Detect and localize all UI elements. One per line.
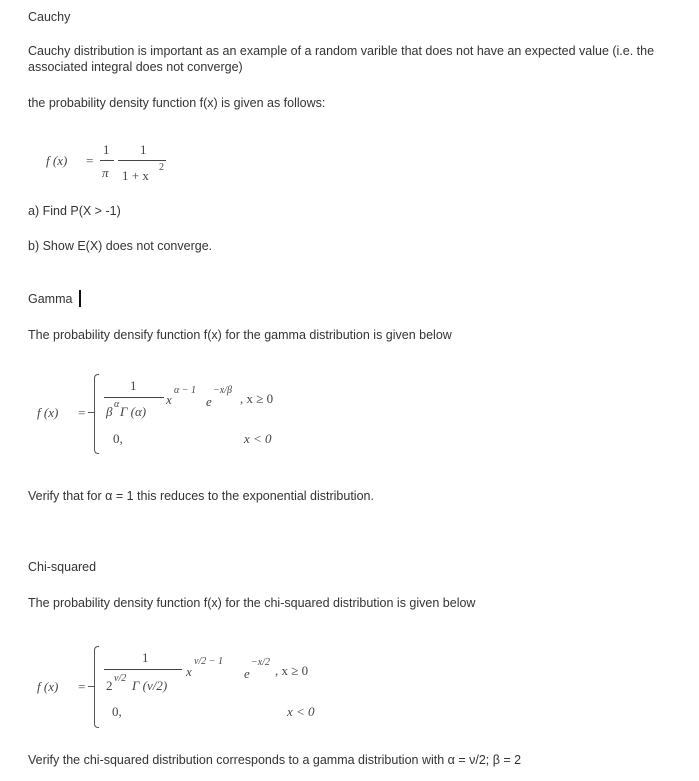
chi-frac-num: 1	[142, 650, 149, 665]
cauchy-frac2-den: 1 + x	[122, 168, 149, 183]
cauchy-frac2-den-exp: 2	[159, 162, 164, 173]
chi-e-exp: −x/2	[251, 657, 270, 668]
cauchy-formula-eq: =	[86, 153, 94, 168]
cauchy-pdf-intro: the probability density function f(x) is given as follows:	[28, 96, 326, 110]
chi-frac-den-tail: Γ (ν/2)	[132, 678, 168, 693]
gamma-verify: Verify that for α = 1 this reduces to the exponential distribution.	[28, 489, 374, 503]
gamma-left-brace	[94, 374, 99, 454]
gamma-frac-den: β	[106, 404, 113, 419]
chi-left-brace	[94, 646, 99, 728]
cauchy-intro: Cauchy distribution is important as an example of a random varible that does not have an expected value (i.e. the associated integral does not converge)	[28, 44, 655, 74]
gamma-formula-eq: =	[78, 405, 86, 420]
gamma-brace-tip	[88, 412, 94, 413]
chi-heading: Chi-squared	[28, 560, 97, 574]
chi-e: e	[244, 666, 250, 681]
chi-formula-lhs: f (x)	[37, 679, 59, 694]
chi-case2-cond: x < 0	[287, 704, 315, 719]
gamma-case1-cond: , x ≥ 0	[240, 391, 274, 406]
chi-brace-tip	[88, 686, 94, 687]
cauchy-frac2-line	[118, 160, 166, 161]
cauchy-part-a: a) Find P(X > -1)	[28, 204, 121, 218]
chi-case2-val: 0,	[112, 704, 122, 719]
cauchy-frac1-den: π	[102, 165, 109, 180]
cauchy-heading: Cauchy	[28, 10, 71, 24]
gamma-formula-lhs: f (x)	[37, 405, 59, 420]
gamma-x-exp: α − 1	[174, 385, 196, 396]
gamma-e: e	[206, 394, 212, 409]
chi-frac-den: 2	[106, 678, 113, 693]
chi-verify: Verify the chi-squared distribution corresponds to a gamma distribution with α = ν/2; β = 2	[28, 753, 522, 767]
chi-case1-cond: , x ≥ 0	[275, 663, 309, 678]
chi-x: x	[186, 664, 192, 679]
chi-formula-eq: =	[78, 679, 86, 694]
chi-x-exp: ν/2 − 1	[194, 656, 223, 667]
gamma-frac-num: 1	[130, 378, 137, 393]
gamma-frac-line	[104, 397, 164, 398]
chi-frac-line	[104, 669, 182, 670]
gamma-case2-cond: x < 0	[244, 431, 272, 446]
gamma-frac-den-exp: α	[114, 399, 120, 410]
chi-intro: The probability density function f(x) for the chi-squared distribution is given below	[28, 596, 476, 610]
gamma-e-exp: −x/β	[213, 385, 232, 396]
chi-frac-den-exp: ν/2	[114, 673, 127, 684]
cauchy-part-b: b) Show E(X) does not converge.	[28, 239, 213, 253]
gamma-heading: Gamma	[28, 292, 73, 306]
cauchy-formula-lhs: f (x)	[46, 153, 68, 168]
cauchy-frac1-line	[100, 160, 114, 161]
gamma-case2-val: 0,	[113, 431, 123, 446]
text-cursor	[79, 290, 81, 307]
cauchy-frac2-num: 1	[140, 142, 147, 157]
cauchy-frac1-num: 1	[103, 142, 110, 157]
gamma-x: x	[166, 392, 172, 407]
gamma-frac-den-tail: Γ (α)	[120, 404, 147, 419]
gamma-intro: The probability densify function f(x) for the gamma distribution is given below	[28, 328, 452, 342]
